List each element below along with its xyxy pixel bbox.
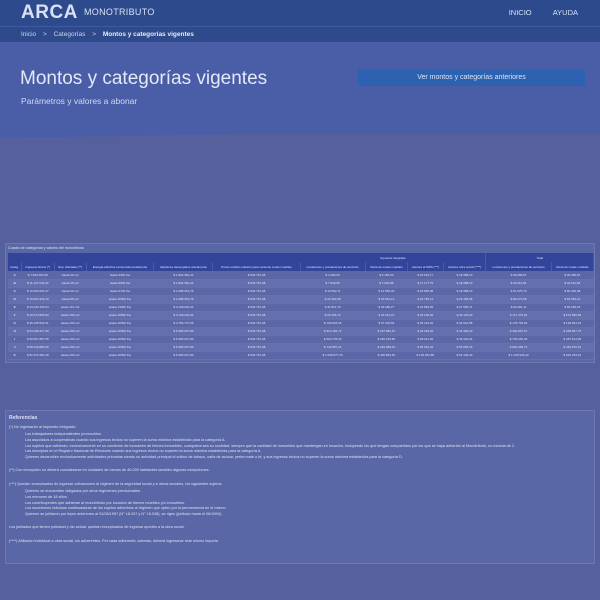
category-cell: J: [8, 343, 21, 351]
table-cell: $ 16.050.091,57: [21, 287, 54, 295]
table-cell: $ 35.128.502,31: [21, 319, 54, 327]
table-cell: $ 44.314,47: [365, 311, 407, 319]
table-cell: Hasta 3330 Kw: [86, 271, 154, 279]
table-cell: $ 892.268,72: [486, 343, 551, 351]
table-cell: $ 5.383.637,83: [154, 335, 213, 343]
table-cell: $ 1.822.381,44: [154, 271, 213, 279]
table-cell: Hasta 200 m2: [54, 335, 86, 343]
table-cell: $ 536.767,48: [213, 343, 300, 351]
table-cell: Hasta 200 m2: [54, 327, 86, 335]
group-header-total: Total: [486, 253, 594, 262]
categories-table-card: [5, 243, 595, 363]
table-cell: $ 178.739,53: [486, 319, 551, 327]
nav-inicio[interactable]: INICIO: [508, 8, 532, 17]
table-cell: $ 536.767,48: [213, 295, 300, 303]
table-group-header-row: [8, 253, 594, 262]
column-header: Sup. Afectada (**): [54, 262, 86, 271]
table-cell: $ 19.488,10: [443, 287, 486, 295]
table-cell: $ 49.294,04: [407, 327, 443, 335]
table-cell: $ 252.010,95: [365, 335, 407, 343]
table-cell: $ 536.767,48: [213, 335, 300, 343]
brand-logo[interactable]: ARCA: [21, 2, 78, 23]
column-header: Locaciones y prestaciones de servicios: [486, 262, 551, 271]
table-cell: Hasta 85 m2: [54, 295, 86, 303]
table-cell: $ 18.895,58: [407, 287, 443, 295]
table-row: [8, 343, 594, 351]
table-cell: $ 157.981,51: [365, 327, 407, 335]
table-cell: $ 1.048.577,15: [300, 351, 365, 359]
column-header: Energía eléctrica consumida anualmente: [86, 262, 154, 271]
table-cell: $ 536.767,48: [213, 311, 300, 319]
table-cell: $ 1.822.381,44: [154, 279, 213, 287]
table-cell: $ 57.103,56: [365, 319, 407, 327]
table-cell: $ 2.488.319,76: [154, 295, 213, 303]
table-cell: Hasta 110 m2: [54, 303, 86, 311]
table-cell: Hasta 200 m2: [54, 351, 86, 359]
references-list-exemptions: [25, 432, 591, 459]
table-cell: $ 22.863,65: [407, 303, 443, 311]
table-cell: $ 5.383.637,83: [154, 343, 213, 351]
table-cell: $ 536.767,48: [213, 319, 300, 327]
table-cell: $ 64.563,22: [551, 295, 593, 303]
table-cell: $ 20.785,14: [407, 295, 443, 303]
category-cell: C: [8, 287, 21, 295]
table-cell: $ 536.767,48: [213, 351, 300, 359]
table-row: [8, 271, 594, 279]
table-cell: $ 82.370.281,28: [21, 351, 54, 359]
table-cell: $ 5.383.637,83: [154, 327, 213, 335]
reference-item: • Los sujetos que adhieran, exclusivamente en su condición de locadores de bienes inmuebles, cualquiera sea su cantidad, siempre que la cantidad de inmuebles que mantengan en locación, incluyendo los que tengan compartidos por los que se haya adherido al Monotributo, no exceda de 2.: [25, 444, 591, 448]
table-cell: Hasta 150 m2: [54, 311, 86, 319]
table-cell: Hasta 30 m2: [54, 271, 86, 279]
table-cell: $ 50.934,08: [551, 287, 593, 295]
table-cell: $ 135.262,85: [407, 351, 443, 359]
table-cell: Hasta 13000 Kw: [86, 303, 154, 311]
table-cell: $ 536.767,48: [213, 279, 300, 287]
table-cell: $ 96.616,32: [407, 343, 443, 351]
table-cell: $ 3.753.737,96: [154, 319, 213, 327]
category-cell: K: [8, 351, 21, 359]
breadcrumb: [0, 27, 600, 42]
group-header-spacer: [8, 253, 300, 262]
table-cell: Hasta 10000 Kw: [86, 295, 154, 303]
table-cell: $ 29.374.695,90: [21, 311, 54, 319]
table-cell: $ 19.488,10: [443, 279, 486, 287]
table-cell: $ 7.813.063,45: [21, 271, 54, 279]
table-cell: $ 11.447.046,44: [21, 279, 54, 287]
references-intro: (*) No ingresarán al impuesto integrado:: [9, 425, 77, 429]
column-header: Precio unitario máximo para venta de cosas muebles: [213, 262, 300, 271]
column-header: Categ.: [8, 262, 21, 271]
table-cell: $ 92.281,11: [486, 303, 551, 311]
table-cell: $ 248.667,75: [551, 327, 593, 335]
table-cell: Hasta 20000 Kw: [86, 319, 154, 327]
table-cell: $ 736.282,30: [486, 335, 551, 343]
hero-banner: [0, 42, 600, 134]
table-cell: Hasta 200 m2: [54, 343, 86, 351]
table-cell: $ 60.196,72: [300, 311, 365, 319]
table-cell: $ 33.186,27: [365, 303, 407, 311]
table-cell: $ 536.767,48: [213, 271, 300, 279]
table-cell: $ 15.616,17: [407, 271, 443, 279]
table-cell: $ 55.065,16: [443, 343, 486, 351]
table-cell: Hasta 5000 Kw: [86, 279, 154, 287]
references-title: Referencias: [9, 415, 38, 421]
table-cell: $ 35.210,02: [407, 319, 443, 327]
references-note-5: (****) Afiliación individual a obra social, sin adherentes. Por cada adherente, además, deberá ingresarse este mismo importe.: [9, 538, 219, 543]
table-cell: $ 19.926.340,10: [21, 295, 54, 303]
table-cell: $ 44.612,84: [551, 279, 593, 287]
category-cell: D: [8, 295, 21, 303]
page-subtitle: Parámetros y valores a abonar: [21, 96, 138, 106]
table-cell: $ 536.767,48: [213, 303, 300, 311]
table-body: [8, 271, 594, 359]
table-cell: $ 23.186,96: [443, 295, 486, 303]
table-cell: $ 2.488.319,76: [154, 287, 213, 295]
table-cell: $ 53.298.417,30: [21, 327, 54, 335]
table-cell: $ 402.867,97: [486, 327, 551, 335]
table-cell: $ 62.106,43: [443, 351, 486, 359]
table-cell: $ 4.182,60: [365, 271, 407, 279]
table-cell: $ 3.129.220,44: [154, 311, 213, 319]
table-cell: $ 312.181,73: [300, 327, 365, 335]
references-section: [5, 410, 595, 564]
top-bar: [0, 0, 600, 27]
category-cell: A: [8, 271, 21, 279]
main-nav: [490, 8, 578, 17]
table-cell: $ 126.824,16: [551, 319, 593, 327]
product-name: MONOTRIBUTO: [84, 7, 155, 17]
reference-item: • Quienes desarrollen exclusivamente actividades primarias siendo su actividad principal el cultivo de tabaco, caña de azúcar, yerba mate o té, y sus ingresos brutos no superen la suma máxima establecida para la categoría D.: [25, 455, 591, 459]
table-cell: $ 22.300,48: [300, 295, 365, 303]
table-cell: Hasta 45 m2: [54, 279, 86, 287]
table-header-row: [8, 262, 594, 271]
table-cell: $ 534.233,91: [551, 351, 593, 359]
table-cell: $ 66.272,58: [486, 295, 551, 303]
reference-item: • Quienes se jubilaron por leyes anteriores al 01/08/1997 (N° 18.037 y N° 18.038), se rigen (jubilado hasta el 06/1994).: [25, 512, 591, 516]
table-cell: Hasta 20000 Kw: [86, 351, 154, 359]
table-cell: $ 23.439.190,34: [21, 303, 54, 311]
table-row: [8, 279, 594, 287]
table-row: [8, 295, 594, 303]
table-cell: $ 20.591,12: [365, 295, 407, 303]
references-list-social-security: [25, 489, 591, 516]
table-cell: $ 13.592,11: [300, 287, 365, 295]
table-row: [8, 351, 594, 359]
table-cell: $ 620.778,30: [300, 335, 365, 343]
table-cell: $ 1.245.946,43: [486, 351, 551, 359]
reference-item: • Los contribuyentes que adhieran al monotributo por locación de bienes muebles y/o inmuebles.: [25, 501, 591, 505]
table-cell: $ 7.946,95: [300, 279, 365, 287]
table-cell: $ 69.011,66: [407, 335, 443, 343]
reference-item: • Los menores de 18 años.: [25, 495, 591, 499]
table-cell: $ 34.510,58: [443, 319, 486, 327]
table-cell: $ 51.975,79: [486, 287, 551, 295]
table-row: [8, 311, 594, 319]
table-cell: $ 32.126,20: [443, 311, 486, 319]
category-cell: G: [8, 319, 21, 327]
table-cell: $ 5.383.637,83: [154, 351, 213, 359]
table-cell: Hasta 20000 Kw: [86, 343, 154, 351]
categories-table: [8, 253, 594, 360]
table-cell: $ 536.767,48: [213, 287, 300, 295]
reference-item: • Los sucesiones indivisas continuadoras de los sujetos adheridos al régimen que opten por la permanencia en el mismo.: [25, 506, 591, 510]
page-title: Montos y categorías vigentes: [20, 68, 268, 89]
column-header: Ingresos brutos (*): [21, 262, 54, 271]
table-cell: Hasta 16500 Kw: [86, 311, 154, 319]
table-cell: $ 46.492,34: [443, 335, 486, 343]
column-header: Aportes obra social (****): [443, 262, 486, 271]
table-cell: $ 294.989,43: [365, 343, 407, 351]
table-cell: $ 41.392,20: [443, 327, 486, 335]
category-cell: B: [8, 279, 21, 287]
table-cell: Hasta 20000 Kw: [86, 335, 154, 343]
group-header-impuesto: Impuesto integrado: [300, 253, 486, 262]
references-note-3: (***) Quedan exceptuados de ingresar cotizaciones al régimen de la seguridad social y a obras sociales, los siguientes sujetos:: [9, 481, 223, 486]
table-cell: Hasta 200 m2: [54, 319, 86, 327]
reference-item: • Los trabajadores independientes promovidos.: [25, 432, 591, 436]
table-row: [8, 319, 594, 327]
table-cell: Hasta 6700 Kw: [86, 287, 154, 295]
breadcrumb-inicio[interactable]: Inicio: [21, 31, 37, 38]
table-cell: $ 41.821,75: [300, 303, 365, 311]
column-header: Aportes al SIPA (***): [407, 262, 443, 271]
references-note-4: Los jubilados que tienen potestad y dio actual, quedan exceptuados de ingresar aportes a la obra social.: [9, 524, 185, 529]
table-cell: $ 83.645,63: [551, 303, 593, 311]
table-cell: $ 367.514,95: [551, 335, 593, 343]
table-cell: $ 19.488,10: [443, 271, 486, 279]
table-cell: $ 27.595,71: [443, 303, 486, 311]
category-cell: E: [8, 303, 21, 311]
table-cell: $ 17.177,79: [407, 279, 443, 287]
references-note-2: (**) Con excepción no deberá considerarse en ciudades de menos de 40.000 habitantes también algunas excepciones.: [9, 467, 210, 472]
table-cell: $ 3.129.220,44: [154, 303, 213, 311]
nav-ayuda[interactable]: AYUDA: [552, 8, 578, 17]
column-header: Locaciones y prestaciones de servicios: [300, 262, 365, 271]
table-cell: $ 7.946,95: [365, 279, 407, 287]
reference-item: • Los asociados a cooperativas cuando sus ingresos brutos no superen la suma máxima establecida para la categoría A.: [25, 438, 591, 442]
table-cell: $ 25.150,02: [407, 311, 443, 319]
table-cell: $ 536.767,48: [213, 327, 300, 335]
table-cell: $ 446.670,91: [551, 343, 593, 351]
breadcrumb-current: Montos y categorías vigentes: [102, 31, 194, 38]
reference-item: • Quienes se encuentren obligados por otros regímenes previsionales.: [25, 489, 591, 493]
breadcrumb-categorias[interactable]: Categorías: [53, 31, 86, 38]
table-cell: $ 59.657.887,55: [21, 335, 54, 343]
table-cell: $ 101.590,69: [551, 311, 593, 319]
table-cell: $ 740.587,24: [300, 343, 365, 351]
table-row: [8, 303, 594, 311]
column-header: Venta de cosas muebles: [365, 262, 407, 271]
table-cell: $ 4.182,60: [300, 271, 365, 279]
column-header: Venta de cosas muebles: [551, 262, 593, 271]
table-cell: $ 336.864,63: [365, 351, 407, 359]
table-cell: $ 68.318.880,36: [21, 343, 54, 351]
table-cell: $ 117.472,94: [486, 311, 551, 319]
table-cell: Hasta 20000 Kw: [86, 327, 154, 335]
table-cell: $ 44.612,84: [486, 279, 551, 287]
table-cell: $ 12.550,40: [365, 287, 407, 295]
table-row: [8, 335, 594, 343]
category-cell: F: [8, 311, 21, 319]
table-row: [8, 287, 594, 295]
table-caption: Cuadro de categorías y valores del monotributo: [8, 246, 84, 250]
table-row: [8, 327, 594, 335]
breadcrumb-separator: >: [92, 31, 97, 38]
previous-values-button[interactable]: Ver montos y categorías anteriores: [358, 69, 585, 86]
table-cell: Hasta 60 m2: [54, 287, 86, 295]
table-cell: $ 39.286,87: [551, 271, 593, 279]
column-header: Alquileres devengados anualmente: [154, 262, 213, 271]
breadcrumb-separator: >: [43, 31, 47, 38]
category-cell: H: [8, 327, 21, 335]
category-cell: I: [8, 335, 21, 343]
reference-item: • Las inscriptas en el Registro Nacional de Efectores cuando sus ingresos brutos no superen la suma máxima establecida para la categoría A.: [25, 449, 591, 453]
table-cell: $ 39.286,87: [486, 271, 551, 279]
table-cell: $ 109.018,93: [300, 319, 365, 327]
